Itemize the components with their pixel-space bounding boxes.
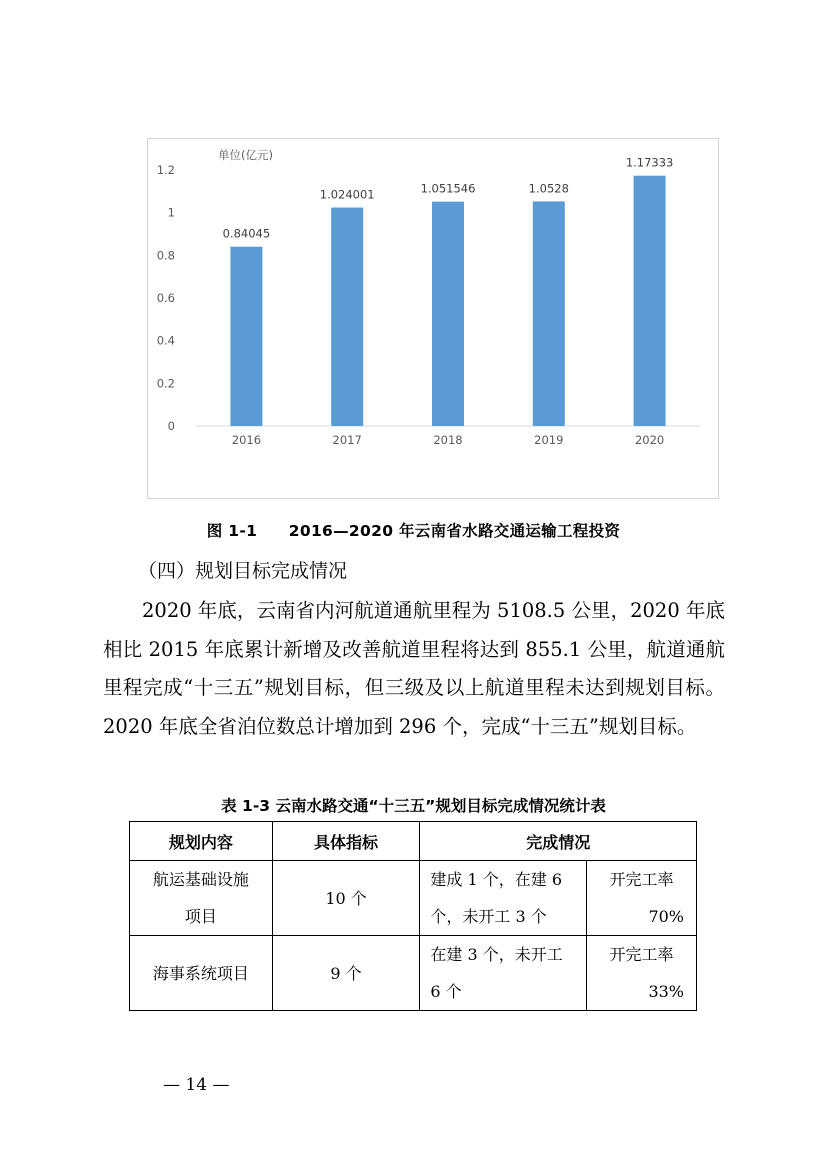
row-detail-cell: 在建 3 个，未开工 6 个 bbox=[420, 936, 587, 1011]
statistics-table bbox=[129, 821, 697, 1011]
x-tick-label: 2017 bbox=[332, 433, 362, 447]
y-tick-label: 0 bbox=[167, 419, 175, 433]
x-tick-label: 2018 bbox=[433, 433, 463, 447]
row-indicator-cell: 10 个 bbox=[272, 861, 420, 936]
row-content-cell: 航运基础设施 项目 bbox=[130, 861, 273, 936]
bar bbox=[634, 176, 666, 426]
header-indicator: 具体指标 bbox=[272, 822, 420, 861]
y-tick-label: 0.6 bbox=[156, 291, 175, 305]
bar bbox=[230, 247, 262, 426]
data-label: 0.84045 bbox=[222, 226, 271, 241]
y-tick-label: 1 bbox=[167, 205, 175, 220]
table-row bbox=[130, 861, 697, 936]
section-heading: （四）规划目标完成情况 bbox=[138, 560, 348, 582]
data-label: 1.024001 bbox=[319, 187, 375, 202]
data-label: 1.17333 bbox=[625, 155, 674, 170]
row-indicator-cell: 9 个 bbox=[272, 936, 420, 1011]
header-status: 完成情况 bbox=[420, 822, 697, 861]
body-paragraph: 2020 年底，云南省内河航道通航里程为 5108.5 公里，2020 年底相比 2015 年底累计新增及改善航道里程将达到 855.1 公里，航道通航里程完成“十三五”规划目标，但三级及以上航道里程未达到规划目标。2020 年底全省泊位数总计增加到 296 个，完成“十三五”规划目标。 bbox=[103, 599, 725, 738]
bar bbox=[432, 202, 464, 426]
row-detail-cell: 建成 1 个，在建 6 个，未开工 3 个 bbox=[420, 861, 587, 936]
row-rate-cell: 开完工率 33% bbox=[587, 936, 697, 1011]
table-header-row bbox=[130, 822, 697, 861]
x-tick-label: 2019 bbox=[534, 433, 564, 447]
x-tick-label: 2020 bbox=[634, 433, 665, 447]
y-tick-label: 0.8 bbox=[156, 248, 175, 263]
header-content: 规划内容 bbox=[130, 822, 273, 861]
bar bbox=[331, 208, 363, 426]
table-caption: 表 1-3 云南水路交通“十三五”规划目标完成情况统计表 bbox=[221, 797, 606, 815]
bar bbox=[533, 201, 565, 426]
row-content-cell: 海事系统项目 bbox=[130, 936, 273, 1011]
row-rate-cell: 开完工率 70% bbox=[587, 861, 697, 936]
table-row bbox=[130, 936, 697, 1011]
y-tick-label: 1.2 bbox=[156, 163, 175, 177]
x-tick-label: 2016 bbox=[231, 433, 262, 447]
data-label: 1.0528 bbox=[528, 181, 569, 196]
unit-label: 单位(亿元) bbox=[218, 148, 273, 162]
y-tick-label: 0.4 bbox=[156, 333, 175, 348]
data-label: 1.051546 bbox=[420, 181, 476, 196]
figure-caption: 图 1-1 2016—2020 年云南省水路交通运输工程投资 bbox=[206, 522, 621, 540]
page-number: — 14 — bbox=[163, 1075, 230, 1095]
bar-chart bbox=[147, 138, 719, 499]
chart-canvas bbox=[148, 139, 720, 500]
y-tick-label: 0.2 bbox=[156, 376, 175, 391]
